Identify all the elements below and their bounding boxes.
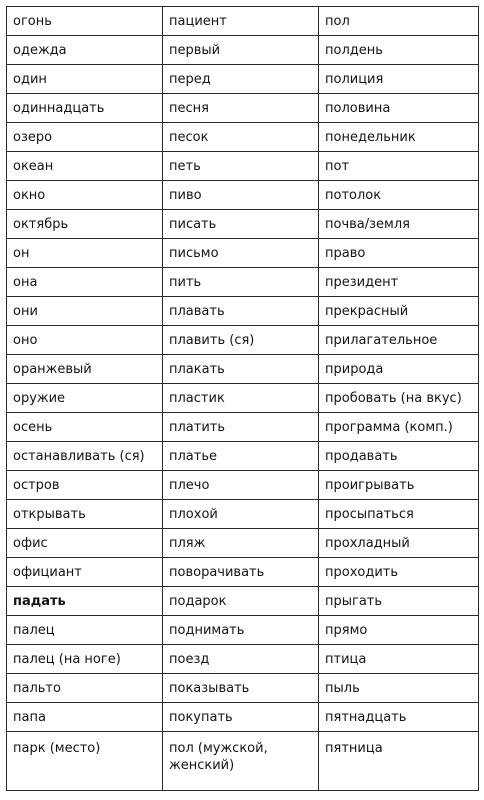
word-cell: осень [7,413,163,442]
word-cell: огонь [7,7,163,36]
table-row [7,500,479,529]
word-cell: падать [7,587,163,616]
table-row [7,732,479,791]
word-cell: пробовать (на вкус) [319,384,479,413]
word-cell: право [319,239,479,268]
word-cell: проходить [319,558,479,587]
word-cell: пиво [163,181,319,210]
table-row [7,587,479,616]
word-cell: оно [7,326,163,355]
word-cell: плавать [163,297,319,326]
table-row [7,529,479,558]
table-row [7,210,479,239]
word-cell: один [7,65,163,94]
table-row [7,65,479,94]
table-row [7,7,479,36]
word-cell: платить [163,413,319,442]
word-cell: природа [319,355,479,384]
table-row [7,239,479,268]
table-row [7,558,479,587]
table-row [7,384,479,413]
word-cell: оружие [7,384,163,413]
table-row [7,413,479,442]
table-row [7,355,479,384]
word-cell: показывать [163,674,319,703]
word-cell: пальто [7,674,163,703]
word-cell: она [7,268,163,297]
word-cell: окно [7,181,163,210]
word-cell: плавить (ся) [163,326,319,355]
word-cell: полиция [319,65,479,94]
table-row [7,123,479,152]
table-row [7,645,479,674]
word-cell: прямо [319,616,479,645]
word-cell: плохой [163,500,319,529]
word-cell: прохладный [319,529,479,558]
word-cell: пол (мужской, женский) [163,732,319,791]
word-cell: октябрь [7,210,163,239]
word-cell: официант [7,558,163,587]
word-cell: пот [319,152,479,181]
word-cell: поезд [163,645,319,674]
word-cell: остров [7,471,163,500]
word-cell: останавливать (ся) [7,442,163,471]
word-cell: поворачивать [163,558,319,587]
table-row [7,674,479,703]
word-cell: одиннадцать [7,94,163,123]
word-cell: птица [319,645,479,674]
table-row [7,181,479,210]
word-cell: пятница [319,732,479,791]
word-cell: плечо [163,471,319,500]
table-row [7,326,479,355]
word-cell: поднимать [163,616,319,645]
table-row [7,268,479,297]
word-cell: парк (место) [7,732,163,791]
word-cell: песок [163,123,319,152]
table-row [7,94,479,123]
table-row [7,471,479,500]
word-cell: озеро [7,123,163,152]
word-cell: песня [163,94,319,123]
word-cell: открывать [7,500,163,529]
word-cell: понедельник [319,123,479,152]
word-cell: прыгать [319,587,479,616]
word-cell: половина [319,94,479,123]
word-cell: пляж [163,529,319,558]
word-cell: продавать [319,442,479,471]
table-row [7,152,479,181]
word-cell: петь [163,152,319,181]
word-cell: платье [163,442,319,471]
word-cell: оранжевый [7,355,163,384]
word-cell: они [7,297,163,326]
word-cell: письмо [163,239,319,268]
word-cell: пол [319,7,479,36]
word-cell: первый [163,36,319,65]
word-cell: программа (комп.) [319,413,479,442]
word-cell: проигрывать [319,471,479,500]
vocabulary-table [6,6,479,791]
word-cell: прекрасный [319,297,479,326]
word-cell: покупать [163,703,319,732]
word-cell: пятнадцать [319,703,479,732]
word-cell: потолок [319,181,479,210]
word-cell: писать [163,210,319,239]
word-cell: папа [7,703,163,732]
word-cell: полдень [319,36,479,65]
word-cell: пластик [163,384,319,413]
word-cell: перед [163,65,319,94]
word-cell: палец (на ноге) [7,645,163,674]
word-cell: палец [7,616,163,645]
word-cell: пить [163,268,319,297]
table-row [7,36,479,65]
word-cell: океан [7,152,163,181]
word-cell: плакать [163,355,319,384]
word-cell: офис [7,529,163,558]
table-row [7,616,479,645]
word-cell: просыпаться [319,500,479,529]
word-cell: почва/земля [319,210,479,239]
table-row [7,297,479,326]
table-row [7,442,479,471]
word-cell: он [7,239,163,268]
word-cell: одежда [7,36,163,65]
table-row [7,703,479,732]
word-cell: прилагательное [319,326,479,355]
word-cell: президент [319,268,479,297]
word-cell: пациент [163,7,319,36]
vocabulary-sheet [6,6,478,794]
word-cell: подарок [163,587,319,616]
word-cell: пыль [319,674,479,703]
